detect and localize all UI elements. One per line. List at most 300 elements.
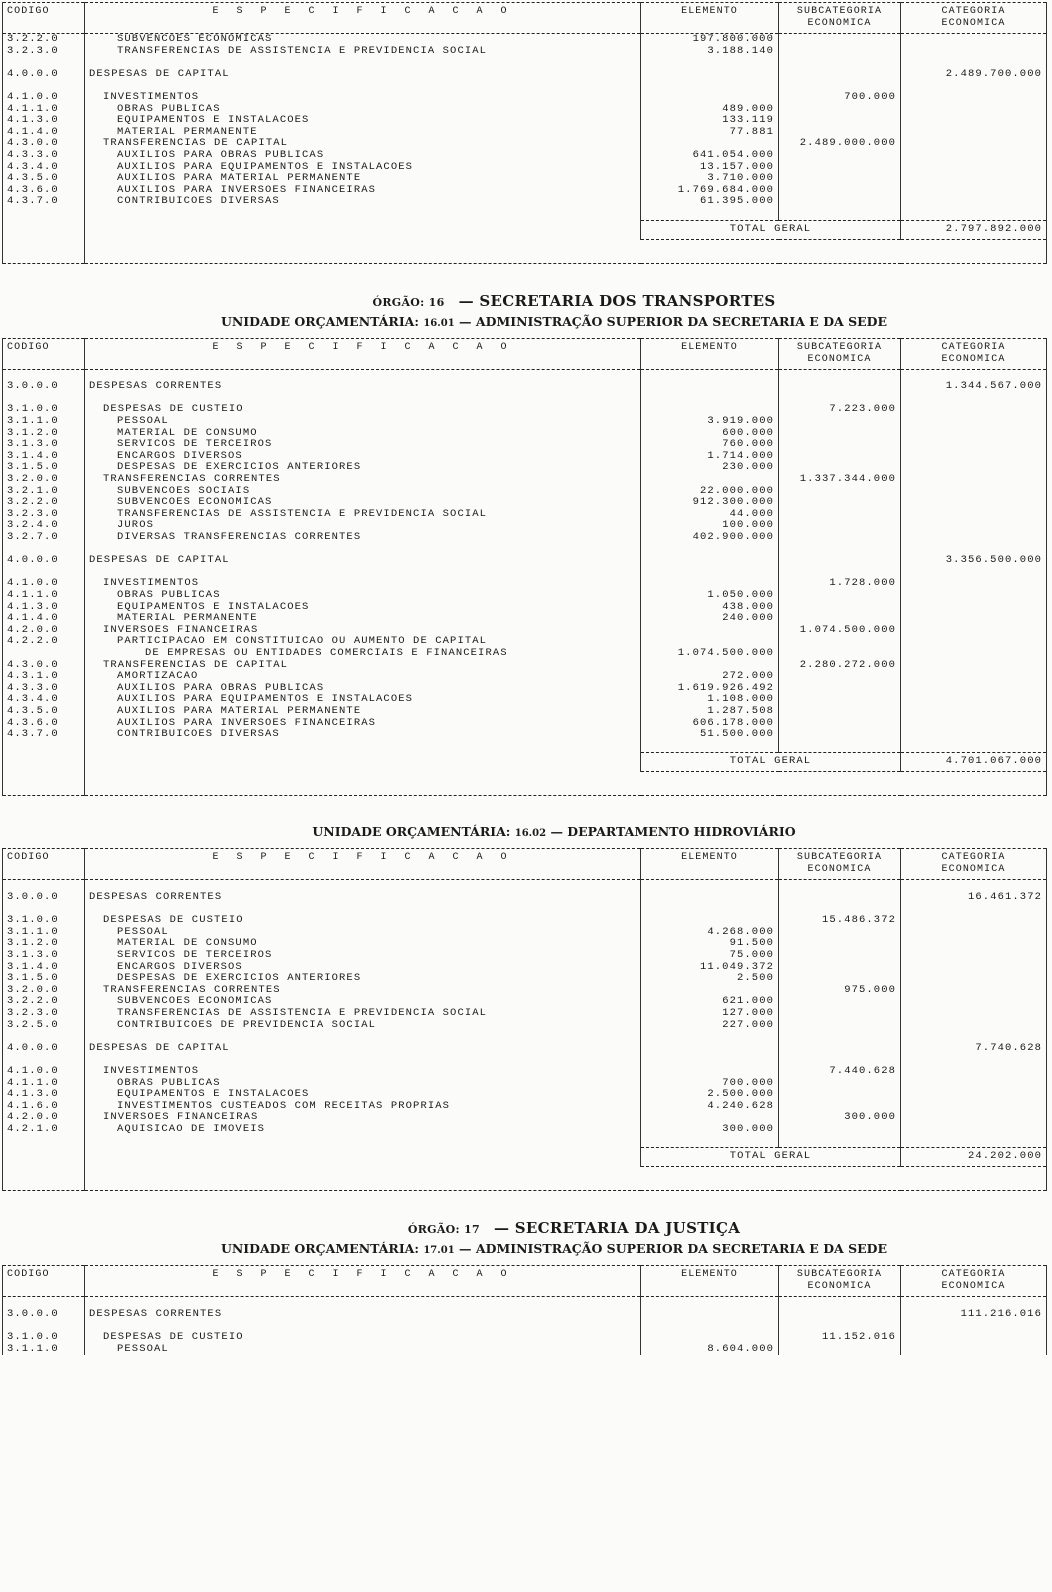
row-elemento: 3.188.140 — [641, 46, 779, 58]
row-subcategoria: 15.486.372 — [779, 915, 901, 927]
row-code: 4.0.0.0 — [3, 555, 85, 567]
row-categoria — [901, 1136, 1047, 1148]
table-row — [3, 1321, 1047, 1333]
unidade-title: — ADMINISTRAÇÃO SUPERIOR DA SECRETARIA E DA SEDE — [459, 313, 888, 329]
row-code: 4.1.3.0 — [3, 1089, 85, 1101]
row-subcategoria — [779, 648, 901, 660]
row-elemento — [641, 92, 779, 104]
row-subcategoria — [779, 428, 901, 440]
row-categoria — [901, 880, 1047, 892]
row-specification — [85, 544, 641, 556]
row-elemento: 1.050.000 — [641, 590, 779, 602]
row-elemento: 438.000 — [641, 602, 779, 614]
row-subcategoria: 2.489.000.000 — [779, 138, 901, 150]
row-subcategoria — [779, 486, 901, 498]
row-elemento — [641, 1066, 779, 1078]
row-elemento: 606.178.000 — [641, 718, 779, 730]
table-row — [3, 880, 1047, 892]
row-code — [3, 251, 85, 263]
row-specification — [85, 880, 641, 892]
table-row — [3, 772, 1047, 784]
table-row — [3, 706, 1047, 718]
unidade-heading — [62, 822, 1046, 842]
row-subcategoria — [779, 602, 901, 614]
table-row — [3, 1332, 1047, 1344]
row-categoria — [901, 1344, 1047, 1356]
row-categoria — [901, 683, 1047, 695]
row-categoria — [901, 985, 1047, 997]
row-categoria — [901, 208, 1047, 220]
row-subcategoria — [779, 880, 901, 892]
table-row — [3, 474, 1047, 486]
row-code: 3.2.5.0 — [3, 1020, 85, 1032]
row-subcategoria — [779, 1054, 901, 1066]
row-code — [3, 1148, 85, 1167]
row-categoria — [901, 369, 1047, 381]
table-row — [3, 613, 1047, 625]
table-row — [3, 1020, 1047, 1032]
row-specification: AUXILIOS PARA EQUIPAMENTOS E INSTALACOES — [85, 694, 641, 706]
header-blank — [641, 1281, 779, 1297]
row-code — [3, 80, 85, 92]
row-specification: EQUIPAMENTOS E INSTALACOES — [85, 602, 641, 614]
row-code: 3.1.3.0 — [3, 950, 85, 962]
row-subcategoria — [779, 938, 901, 950]
row-blank — [641, 784, 1047, 796]
row-elemento: 3.919.000 — [641, 416, 779, 428]
row-specification — [85, 904, 641, 916]
row-specification: SERVICOS DE TERCEIROS — [85, 950, 641, 962]
row-subcategoria — [779, 544, 901, 556]
table-row — [3, 150, 1047, 162]
row-elemento — [641, 1054, 779, 1066]
row-subcategoria — [779, 683, 901, 695]
header-blank — [3, 354, 85, 370]
row-specification — [85, 57, 641, 69]
orgao-title: — SECRETARIA DOS TRANSPORTES — [458, 291, 776, 310]
row-elemento — [641, 578, 779, 590]
row-code: 3.2.2.0 — [3, 34, 85, 46]
row-code: 4.2.0.0 — [3, 625, 85, 637]
row-categoria — [901, 474, 1047, 486]
row-specification: EQUIPAMENTOS E INSTALACOES — [85, 1089, 641, 1101]
row-elemento: 61.395.000 — [641, 196, 779, 208]
row-elemento — [641, 138, 779, 150]
row-code: 4.2.2.0 — [3, 636, 85, 648]
table-header-row — [3, 1266, 1047, 1282]
row-specification: DESPESAS DE CUSTEIO — [85, 915, 641, 927]
row-specification: AUXILIOS PARA OBRAS PUBLICAS — [85, 150, 641, 162]
row-specification — [85, 1031, 641, 1043]
row-categoria — [901, 115, 1047, 127]
table-row — [3, 69, 1047, 81]
row-categoria — [901, 729, 1047, 741]
row-elemento — [641, 404, 779, 416]
row-subcategoria: 1.337.344.000 — [779, 474, 901, 486]
row-categoria — [901, 520, 1047, 532]
table-row — [3, 1008, 1047, 1020]
unidade-heading — [62, 1239, 1046, 1259]
row-subcategoria — [779, 706, 901, 718]
row-code — [3, 1297, 85, 1309]
row-elemento: 1.074.500.000 — [641, 648, 779, 660]
table-row — [3, 1136, 1047, 1148]
row-code — [3, 393, 85, 405]
row-specification — [85, 1136, 641, 1148]
table-row — [3, 80, 1047, 92]
row-elemento — [641, 1112, 779, 1124]
row-specification: CONTRIBUICOES DIVERSAS — [85, 196, 641, 208]
orgao-label: ÓRGÃO: 16 — [372, 295, 445, 309]
row-code: 4.3.6.0 — [3, 185, 85, 197]
table-row — [3, 173, 1047, 185]
row-subcategoria — [779, 962, 901, 974]
row-code: 3.1.0.0 — [3, 915, 85, 927]
header-codigo: CODIGO — [3, 849, 85, 865]
table-row — [3, 927, 1047, 939]
budget-section — [2, 290, 1046, 797]
table-row — [3, 1054, 1047, 1066]
row-categoria — [901, 92, 1047, 104]
table-row — [3, 1078, 1047, 1090]
header-categoria: CATEGORIA — [901, 849, 1047, 865]
row-code: 3.2.4.0 — [3, 520, 85, 532]
row-code: 3.1.1.0 — [3, 1344, 85, 1356]
row-specification — [85, 208, 641, 220]
row-categoria — [901, 741, 1047, 753]
row-subcategoria — [779, 671, 901, 683]
header-categoria: CATEGORIA — [901, 338, 1047, 354]
header-subcategoria-2: ECONOMICA — [779, 1281, 901, 1297]
table-row — [3, 625, 1047, 637]
row-categoria — [901, 1078, 1047, 1090]
row-categoria — [901, 660, 1047, 672]
row-specification: AUXILIOS PARA MATERIAL PERMANENTE — [85, 706, 641, 718]
row-subcategoria — [779, 555, 901, 567]
row-code: 4.1.3.0 — [3, 115, 85, 127]
row-subcategoria — [779, 1297, 901, 1309]
row-code — [3, 648, 85, 660]
row-subcategoria — [779, 416, 901, 428]
row-code: 4.1.0.0 — [3, 1066, 85, 1078]
row-specification: DESPESAS DE CAPITAL — [85, 1043, 641, 1055]
row-elemento: 489.000 — [641, 104, 779, 116]
row-categoria — [901, 636, 1047, 648]
total-row — [3, 220, 1047, 239]
row-categoria — [901, 439, 1047, 451]
row-subcategoria — [779, 729, 901, 741]
row-categoria — [901, 1101, 1047, 1113]
table-row — [3, 208, 1047, 220]
row-specification: TRANSFERENCIAS DE CAPITAL — [85, 138, 641, 150]
row-elemento: 8.604.000 — [641, 1344, 779, 1356]
row-specification: OBRAS PUBLICAS — [85, 590, 641, 602]
table-row — [3, 369, 1047, 381]
row-specification: PESSOAL — [85, 927, 641, 939]
table-row — [3, 718, 1047, 730]
table-row — [3, 138, 1047, 150]
table-row — [3, 451, 1047, 463]
row-code — [3, 784, 85, 796]
row-specification: SUBVENCOES ECONOMICAS — [85, 34, 641, 46]
table-header-row — [3, 849, 1047, 865]
unidade-heading — [62, 312, 1046, 332]
row-categoria — [901, 1124, 1047, 1136]
table-row — [3, 509, 1047, 521]
row-code: 3.2.1.0 — [3, 486, 85, 498]
row-code: 4.3.5.0 — [3, 706, 85, 718]
row-elemento — [641, 393, 779, 405]
row-specification: INVERSOES FINANCEIRAS — [85, 1112, 641, 1124]
row-code: 3.0.0.0 — [3, 381, 85, 393]
header-subcategoria-2: ECONOMICA — [779, 864, 901, 880]
row-specification — [85, 1297, 641, 1309]
table-row — [3, 729, 1047, 741]
row-categoria — [901, 532, 1047, 544]
row-elemento: 912.300.000 — [641, 497, 779, 509]
row-code — [3, 57, 85, 69]
budget-table — [2, 848, 1047, 1191]
row-code — [3, 208, 85, 220]
row-elemento: 1.619.926.492 — [641, 683, 779, 695]
row-subcategoria — [779, 497, 901, 509]
orgao-heading — [102, 1217, 1046, 1239]
row-categoria — [901, 904, 1047, 916]
row-categoria — [901, 497, 1047, 509]
row-elemento — [641, 915, 779, 927]
row-specification: MATERIAL DE CONSUMO — [85, 938, 641, 950]
row-specification: DESPESAS DE CAPITAL — [85, 555, 641, 567]
row-subcategoria — [779, 1078, 901, 1090]
row-code: 3.1.3.0 — [3, 439, 85, 451]
row-specification: ENCARGOS DIVERSOS — [85, 451, 641, 463]
row-elemento: 4.268.000 — [641, 927, 779, 939]
row-categoria — [901, 428, 1047, 440]
row-code: 3.1.1.0 — [3, 927, 85, 939]
row-categoria — [901, 648, 1047, 660]
table-row — [3, 602, 1047, 614]
row-subcategoria — [779, 104, 901, 116]
row-code — [3, 1054, 85, 1066]
row-elemento — [641, 369, 779, 381]
row-specification — [85, 80, 641, 92]
row-specification: DESPESAS DE CAPITAL — [85, 69, 641, 81]
row-elemento: 13.157.000 — [641, 162, 779, 174]
table-header-row — [3, 864, 1047, 880]
header-blank — [85, 354, 641, 370]
row-specification: SUBVENCOES SOCIAIS — [85, 486, 641, 498]
row-elemento: 2.500 — [641, 973, 779, 985]
table-row — [3, 532, 1047, 544]
row-specification: INVESTIMENTOS — [85, 92, 641, 104]
header-categoria: CATEGORIA — [901, 1266, 1047, 1282]
table-row — [3, 1043, 1047, 1055]
row-categoria — [901, 694, 1047, 706]
table-row — [3, 462, 1047, 474]
row-categoria — [901, 185, 1047, 197]
row-categoria — [901, 1066, 1047, 1078]
row-categoria — [901, 915, 1047, 927]
header-blank — [85, 18, 641, 34]
table-row — [3, 1179, 1047, 1191]
header-blank — [3, 1281, 85, 1297]
row-elemento: 91.500 — [641, 938, 779, 950]
row-elemento: 133.119 — [641, 115, 779, 127]
row-subcategoria: 1.074.500.000 — [779, 625, 901, 637]
total-label: TOTAL GERAL — [641, 753, 901, 772]
table-row — [3, 915, 1047, 927]
header-especificacao: E S P E C I F I C A C A O — [85, 3, 641, 19]
row-elemento: 3.710.000 — [641, 173, 779, 185]
row-elemento: 22.000.000 — [641, 486, 779, 498]
row-categoria — [901, 509, 1047, 521]
header-categoria-2: ECONOMICA — [901, 864, 1047, 880]
row-elemento: 51.500.000 — [641, 729, 779, 741]
row-specification — [85, 1321, 641, 1333]
header-categoria: CATEGORIA — [901, 3, 1047, 19]
row-categoria: 111.216.016 — [901, 1309, 1047, 1321]
unidade-label: UNIDADE ORÇAMENTÁRIA: — [220, 313, 419, 329]
row-code: 3.2.7.0 — [3, 532, 85, 544]
row-specification — [85, 567, 641, 579]
table-header-row — [3, 3, 1047, 19]
row-code: 4.1.0.0 — [3, 92, 85, 104]
row-specification: CONTRIBUICOES DE PREVIDENCIA SOCIAL — [85, 1020, 641, 1032]
row-subcategoria — [779, 393, 901, 405]
row-categoria — [901, 80, 1047, 92]
row-categoria — [901, 938, 1047, 950]
header-blank — [3, 18, 85, 34]
row-subcategoria: 7.223.000 — [779, 404, 901, 416]
row-categoria — [901, 416, 1047, 428]
row-specification: DESPESAS CORRENTES — [85, 1309, 641, 1321]
row-subcategoria — [779, 694, 901, 706]
row-code — [3, 1321, 85, 1333]
header-categoria-2: ECONOMICA — [901, 1281, 1047, 1297]
row-categoria — [901, 602, 1047, 614]
row-categoria — [901, 1332, 1047, 1344]
row-subcategoria — [779, 115, 901, 127]
row-code: 4.1.6.0 — [3, 1101, 85, 1113]
row-elemento — [641, 1031, 779, 1043]
row-elemento: 600.000 — [641, 428, 779, 440]
row-elemento: 230.000 — [641, 462, 779, 474]
row-specification: AUXILIOS PARA INVERSOES FINANCEIRAS — [85, 718, 641, 730]
row-specification: AUXILIOS PARA MATERIAL PERMANENTE — [85, 173, 641, 185]
table-row — [3, 892, 1047, 904]
row-specification: MATERIAL PERMANENTE — [85, 127, 641, 139]
table-row — [3, 520, 1047, 532]
total-value: 2.797.892.000 — [901, 220, 1047, 239]
row-subcategoria — [779, 904, 901, 916]
table-row — [3, 985, 1047, 997]
table-row — [3, 1089, 1047, 1101]
row-specification: PESSOAL — [85, 1344, 641, 1356]
row-code: 4.3.4.0 — [3, 162, 85, 174]
row-specification: SUBVENCOES ECONOMICAS — [85, 996, 641, 1008]
row-subcategoria — [779, 34, 901, 46]
row-elemento: 1.714.000 — [641, 451, 779, 463]
header-elemento: ELEMENTO — [641, 849, 779, 865]
row-subcategoria — [779, 613, 901, 625]
total-row — [3, 753, 1047, 772]
table-row — [3, 381, 1047, 393]
row-specification — [85, 369, 641, 381]
budget-section — [2, 1217, 1046, 1355]
table-row — [3, 428, 1047, 440]
header-blank — [3, 864, 85, 880]
row-specification — [85, 251, 641, 263]
row-specification: INVESTIMENTOS CUSTEADOS COM RECEITAS PROPRIAS — [85, 1101, 641, 1113]
row-categoria — [901, 1321, 1047, 1333]
unidade-number: 16.01 — [423, 317, 455, 329]
row-elemento — [641, 660, 779, 672]
row-specification: TRANSFERENCIAS DE ASSISTENCIA E PREVIDENCIA SOCIAL — [85, 509, 641, 521]
header-especificacao: E S P E C I F I C A C A O — [85, 849, 641, 865]
row-subcategoria — [779, 1101, 901, 1113]
table-row — [3, 683, 1047, 695]
row-elemento — [641, 636, 779, 648]
table-row — [3, 439, 1047, 451]
row-elemento: 1.769.684.000 — [641, 185, 779, 197]
row-specification: SUBVENCOES ECONOMICAS — [85, 497, 641, 509]
table-row — [3, 694, 1047, 706]
row-subcategoria — [779, 520, 901, 532]
row-specification: PARTICIPACAO EM CONSTITUICAO OU AUMENTO DE CAPITAL — [85, 636, 641, 648]
row-subcategoria: 11.152.016 — [779, 1332, 901, 1344]
row-subcategoria — [779, 208, 901, 220]
row-categoria: 16.461.372 — [901, 892, 1047, 904]
row-specification — [85, 1179, 641, 1191]
header-elemento: ELEMENTO — [641, 3, 779, 19]
row-categoria — [901, 46, 1047, 58]
table-row — [3, 185, 1047, 197]
row-code — [3, 239, 85, 251]
row-categoria — [901, 451, 1047, 463]
row-code: 3.0.0.0 — [3, 1309, 85, 1321]
table-header-row — [3, 18, 1047, 34]
row-code: 4.3.4.0 — [3, 694, 85, 706]
row-elemento — [641, 80, 779, 92]
row-categoria — [901, 544, 1047, 556]
row-categoria — [901, 1020, 1047, 1032]
row-specification: TRANSFERENCIAS DE ASSISTENCIA E PREVIDENCIA SOCIAL — [85, 46, 641, 58]
table-row — [3, 1124, 1047, 1136]
row-code: 4.2.0.0 — [3, 1112, 85, 1124]
table-row — [3, 46, 1047, 58]
budget-section — [2, 822, 1046, 1191]
row-elemento — [641, 1321, 779, 1333]
table-row — [3, 486, 1047, 498]
row-elemento — [641, 741, 779, 753]
table-row — [3, 996, 1047, 1008]
row-categoria — [901, 567, 1047, 579]
row-elemento — [641, 904, 779, 916]
orgao-heading — [102, 290, 1046, 312]
row-code: 3.2.3.0 — [3, 1008, 85, 1020]
row-subcategoria — [779, 439, 901, 451]
header-elemento: ELEMENTO — [641, 338, 779, 354]
row-specification: MATERIAL PERMANENTE — [85, 613, 641, 625]
table-row — [3, 1167, 1047, 1179]
row-subcategoria: 975.000 — [779, 985, 901, 997]
row-code: 4.1.3.0 — [3, 602, 85, 614]
row-categoria: 3.356.500.000 — [901, 555, 1047, 567]
row-categoria: 7.740.628 — [901, 1043, 1047, 1055]
table-row — [3, 393, 1047, 405]
row-subcategoria — [779, 567, 901, 579]
table-row — [3, 741, 1047, 753]
